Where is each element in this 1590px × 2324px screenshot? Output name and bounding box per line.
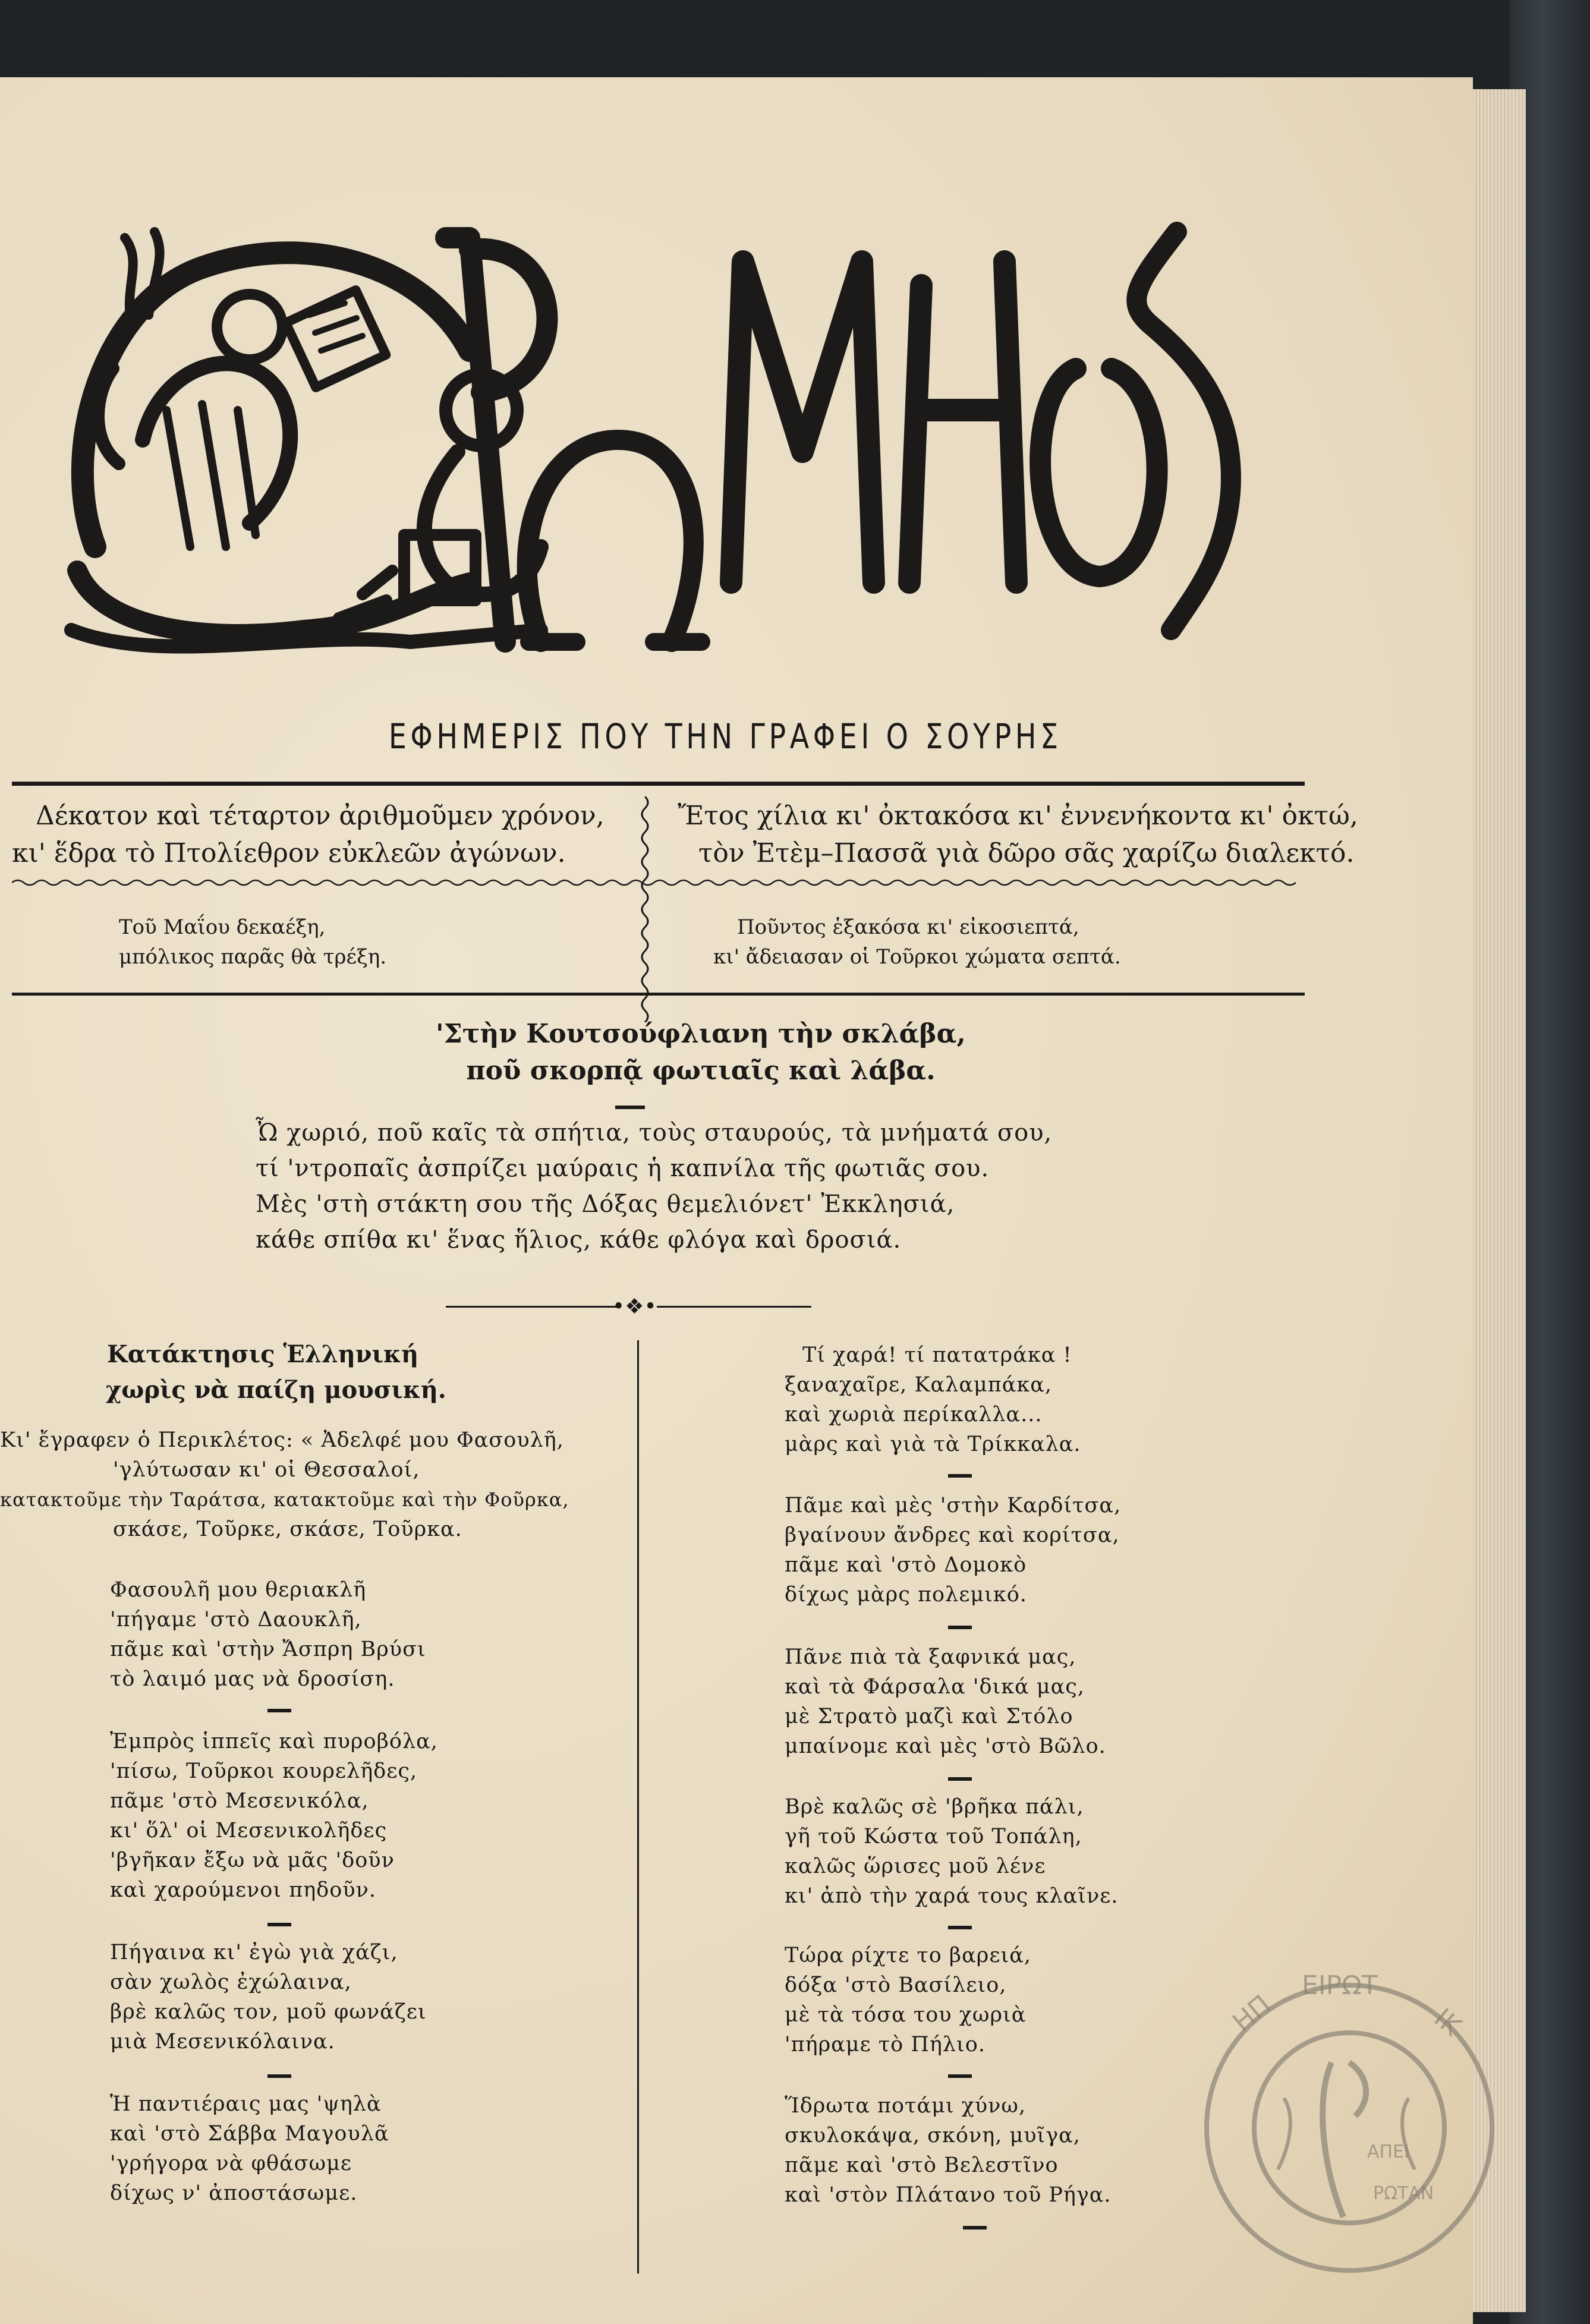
header-vertical-divider xyxy=(636,796,654,1022)
right-s2-l2: βγαίνουν ἄνδρες καὶ κορίτσα, xyxy=(785,1523,1120,1547)
right-s5-l2: δόξα 'στὸ Βασίλειο, xyxy=(785,1973,1007,1997)
left-s4-l4: μιὰ Μεσενικόλαινα. xyxy=(110,2030,335,2054)
right-s4-l3: καλῶς ὥρισες μοῦ λένε xyxy=(785,1854,1046,1878)
left-s1-l4: σκάσε, Τοῦρκε, σκάσε, Τοῦρκα. xyxy=(113,1517,462,1541)
left-s3-l2: 'πίσω, Τοῦρκοι κουρελῆδες, xyxy=(110,1759,418,1783)
right-dash-2 xyxy=(948,1626,972,1629)
lead-line-2: τί 'ντροπαῖς ἀσπρίζει μαύραις ἡ καπνίλα τῆς φωτιᾶς σου. xyxy=(256,1155,990,1182)
header-left-line-1: Δέκατον καὶ τέταρτον ἀριθμοῦμεν χρόνον, xyxy=(36,801,604,831)
left-s5-l4: δίχως ν' ἀποστάσωμε. xyxy=(110,2181,358,2205)
right-s4-l2: γῆ τοῦ Κώστα τοῦ Τοπάλη, xyxy=(785,1825,1082,1849)
left-dash-3 xyxy=(267,1923,291,1926)
lead-title-line-1: 'Στὴν Κουτσούφλιανη τὴν σκλάβα, xyxy=(436,1019,966,1049)
ornament-rule-right xyxy=(657,1306,811,1308)
right-dash-4 xyxy=(948,1926,972,1929)
left-s1-l3: κατακτοῦμε τὴν Ταράτσα, κατακτοῦμε καὶ τὴν Φοῦρκα, xyxy=(0,1488,569,1511)
column-divider xyxy=(637,1340,639,2273)
right-s2-l1: Πᾶμε καὶ μὲς 'στὴν Καρδίτσα, xyxy=(785,1494,1122,1517)
masthead-subtitle: ΕΦΗΜΕΡΙΣ ΠΟΥ ΤΗΝ ΓΡΑΦΕΙ Ο ΣΟΥΡΗΣ xyxy=(388,716,1062,757)
left-s3-l6: καὶ χαρούμενοι πηδοῦν. xyxy=(110,1878,376,1902)
header-top-rule xyxy=(12,782,1305,786)
header-right-line-2: τὸν Ἐτὲμ–Πασσᾶ γιὰ δῶρο σᾶς χαρίζω διαλεκτό. xyxy=(698,838,1355,868)
ornament-rule-left xyxy=(446,1306,618,1308)
right-s5-l4: 'πήραμε τὸ Πήλιο. xyxy=(785,2033,986,2057)
header-left-small-2: μπόλικος παρᾶς θὰ τρέξη. xyxy=(119,945,387,969)
lead-line-1: Ὦ χωριό, ποῦ καῖς τὰ σπήτια, τοὺς σταυρούς, τὰ μνήματά σου, xyxy=(256,1119,1053,1147)
left-s3-l4: κι' ὅλ' οἱ Μεσενικολῆδες xyxy=(110,1819,388,1843)
left-s2-l3: πᾶμε καὶ 'στὴν Ἄσπρη Βρύσι xyxy=(110,1637,426,1661)
left-s4-l1: Πήγαινα κι' ἐγὼ γιὰ χάζι, xyxy=(110,1941,398,1964)
left-column-title-1: Κατάκτησις Ἑλληνική xyxy=(107,1340,419,1368)
right-s3-l1: Πᾶνε πιὰ τὰ ξαφνικά μας, xyxy=(785,1645,1076,1669)
right-s5-l1: Τώρα ρίχτε το βαρειά, xyxy=(785,1944,1031,1967)
header-right-small-1: Ποῦντος ἑξακόσα κι' εἰκοσιεπτά, xyxy=(737,915,1079,939)
left-s3-l3: πᾶμε 'στὸ Μεσενικόλα, xyxy=(110,1789,369,1813)
header-left-line-2: κι' ἕδρα τὸ Πτολίεθρον εὐκλεῶν ἀγώνων. xyxy=(12,838,566,868)
left-column-title-2: χωρὶς νὰ παίζη μουσική. xyxy=(106,1376,446,1404)
right-s4-l1: Βρὲ καλῶς σὲ 'βρῆκα πάλι, xyxy=(785,1795,1084,1819)
right-s6-l2: σκυλοκάψα, σκόνη, μυῖγα, xyxy=(785,2124,1081,2147)
right-s3-l4: μπαίνομε καὶ μὲς 'στὸ Βῶλο. xyxy=(785,1734,1106,1758)
left-dash-4 xyxy=(267,2074,291,2078)
right-s1-l3: καὶ χωριὰ περίκαλλα... xyxy=(785,1403,1043,1426)
svg-text:ΑΠΕΙ: ΑΠΕΙ xyxy=(1367,2142,1409,2162)
right-s1-l1: Τί χαρά! τί πατατράκα ! xyxy=(802,1343,1072,1367)
right-dash-1 xyxy=(948,1474,972,1478)
left-s2-l4: τὸ λαιμό μας νὰ δροσίση. xyxy=(110,1667,395,1691)
right-dash-3 xyxy=(948,1777,972,1781)
right-s6-l4: καὶ 'στὸν Πλάτανο τοῦ Ρήγα. xyxy=(785,2183,1112,2207)
right-s4-l4: κι' ἀπὸ τὴν χαρά τους κλαῖνε. xyxy=(785,1884,1119,1908)
left-s1-l2: 'γλύτωσαν κι' οἱ Θεσσαλοί, xyxy=(113,1458,420,1482)
right-s2-l3: πᾶμε καὶ 'στὸ Δομοκὸ xyxy=(785,1553,1027,1577)
right-s1-l2: ξαναχαῖρε, Καλαμπάκα, xyxy=(785,1373,1052,1397)
right-dash-6 xyxy=(963,2226,987,2229)
right-s1-l4: μὰρς καὶ γιὰ τὰ Τρίκκαλα. xyxy=(785,1432,1081,1456)
left-s2-l1: Φασουλῆ μου θεριακλῆ xyxy=(110,1578,367,1602)
left-s3-l5: 'βγῆκαν ἔξω νὰ μᾶς 'δοῦν xyxy=(110,1849,395,1872)
right-s3-l3: μὲ Στρατὸ μαζὶ καὶ Στόλο xyxy=(785,1705,1073,1728)
lead-line-4: κάθε σπίθα κι' ἕνας ἥλιος, κάθε φλόγα καὶ δροσιά. xyxy=(256,1226,902,1254)
right-dash-5 xyxy=(948,2074,972,2078)
header-bottom-rule xyxy=(12,993,1305,996)
left-s4-l2: σὰν χωλὸς ἐχώλαινα, xyxy=(110,1970,352,1994)
masthead-illustration xyxy=(53,214,1266,689)
right-s6-l3: πᾶμε καὶ 'στὸ Βελεστῖνο xyxy=(785,2153,1059,2177)
right-s3-l2: καὶ τὰ Φάρσαλα 'δικά μας, xyxy=(785,1675,1085,1699)
svg-text:ΡΩΤΑΝ: ΡΩΤΑΝ xyxy=(1373,2183,1434,2204)
header-right-line-1: Ἔτος χίλια κι' ὀκτακόσα κι' ἐννενήκοντα κι' ὀκτώ, xyxy=(678,801,1358,831)
lead-dash xyxy=(615,1106,645,1109)
lead-title-line-2: ποῦ σκορπᾷ φωτιαῖς καὶ λάβα. xyxy=(466,1056,936,1086)
masthead xyxy=(53,214,1266,689)
newspaper-page xyxy=(0,77,1473,2324)
svg-text:ΕΙΡΩΤ: ΕΙΡΩΤ xyxy=(1302,1970,1378,2001)
right-s5-l3: μὲ τὰ τόσα του χωριὰ xyxy=(785,2003,1027,2027)
ornament-center: •❖• xyxy=(612,1295,657,1319)
left-dash-2 xyxy=(267,1709,291,1712)
left-s1-l1: Κι' ἔγραφεν ὁ Περικλέτος: « Ἀδελφέ μου Φασουλῆ, xyxy=(0,1428,564,1452)
header-left-small-1: Τοῦ Μαΐου δεκαέξη, xyxy=(119,915,326,939)
left-s2-l2: 'πήγαμε 'στὸ Δαουκλῆ, xyxy=(110,1608,362,1632)
lead-line-3: Μὲς 'στὴ στάκτη σου τῆς Δόξας θεμελιόνετ' Ἐκκλησιά, xyxy=(256,1191,955,1218)
left-s5-l2: καὶ 'στὸ Σάββα Μαγουλᾶ xyxy=(110,2122,389,2146)
library-stamp xyxy=(1195,1961,1504,2294)
header-wavy-rule xyxy=(12,877,1308,889)
svg-text:ΗΠ: ΗΠ xyxy=(1227,1989,1277,2038)
left-s5-l3: 'γρήγορα νὰ φθάσωμε xyxy=(110,2152,352,2175)
stamp-seal-icon xyxy=(1195,1961,1504,2294)
left-s3-l1: Ἐμπρὸς ἱππεῖς καὶ πυροβόλα, xyxy=(110,1730,438,1753)
header-right-small-2: κι' ἄδειασαν οἱ Τοῦρκοι χώματα σεπτά. xyxy=(713,945,1121,969)
svg-text:ΙΚ: ΙΚ xyxy=(1428,2002,1467,2042)
right-s2-l4: δίχως μὰρς πολεμικό. xyxy=(785,1583,1027,1607)
left-s5-l1: Ἡ παντιέραις μας 'ψηλὰ xyxy=(110,2092,382,2116)
right-s6-l1: Ἵδρωτα ποτάμι χύνω, xyxy=(785,2094,1027,2118)
left-s4-l3: βρὲ καλῶς τον, μοῦ φωνάζει xyxy=(110,2000,427,2024)
